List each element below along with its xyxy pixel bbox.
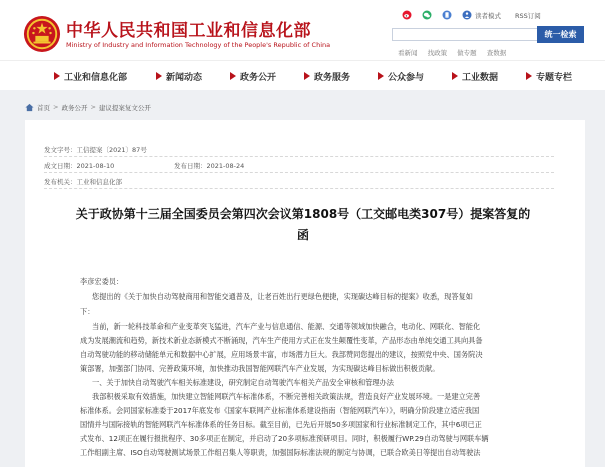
senior-mode-icon[interactable]: [462, 10, 472, 20]
breadcrumb: [25, 100, 151, 114]
nav-marker-icon: [378, 72, 384, 80]
nav-item-industry-data[interactable]: 工业数据: [452, 68, 498, 84]
nav-marker-icon: [156, 72, 162, 80]
home-icon: [25, 103, 34, 112]
wechat-icon[interactable]: [422, 10, 432, 20]
meta-divider: [44, 156, 554, 157]
section-heading: 一、关于加快自动驾驶汽车相关标准建设，研究制定自动驾驶汽车相关产品安全审核和管理办法: [92, 378, 394, 387]
nav-marker-icon: [54, 72, 60, 80]
meta-issuer: 发布机关：工业和信息化部: [44, 178, 122, 186]
national-emblem-icon[interactable]: [23, 15, 61, 53]
breadcrumb-gov-affairs[interactable]: 政务公开: [61, 103, 88, 112]
site-title-english: Ministry of Industry and Information Technology of the People's Republic of China: [66, 41, 331, 49]
meta-date-created: 成文日期：2021-08-10: [44, 162, 115, 170]
rss-label[interactable]: RSS订阅: [515, 11, 541, 20]
meta-date-published: 发布日期：2021-08-24: [174, 162, 245, 170]
weibo-icon[interactable]: [402, 10, 412, 20]
body-paragraph: 成为发展潮流和趋势，新技术新业态新模式不断涌现，汽车生产使用方式正在发生颠覆性变革，产品形态由单纯交通工具向具备: [80, 336, 483, 345]
document-title-line: 关于政协第十三届全国委员会第四次会议第1808号（工交邮电类307号）提案答复的: [75, 207, 531, 221]
main-nav: [0, 60, 605, 90]
nav-item-gov-affairs[interactable]: 政务公开: [230, 68, 276, 84]
search-input[interactable]: [395, 29, 535, 40]
body-paragraph: 策部署，加强部门协同、完善政策环境，加快推动我国智能网联汽车产业发展，为实现碳达峰目标做出积极贡献。: [80, 364, 440, 373]
nav-item-participation[interactable]: 公众参与: [378, 68, 424, 84]
hot-links: [398, 48, 514, 57]
nav-marker-icon: [304, 72, 310, 80]
body-paragraph: 当前，新一轮科技革命和产业变革突飞猛进，汽车产业与信息通信、能源、交通等领域加快融合，电动化、网联化、智能化: [92, 322, 481, 331]
nav-marker-icon: [230, 72, 236, 80]
site-header: [0, 0, 605, 60]
nav-marker-icon: [452, 72, 458, 80]
breadcrumb-proposal-replies[interactable]: 建议提案复文公开: [98, 103, 151, 112]
mobile-icon[interactable]: [442, 10, 452, 20]
nav-item-gov-services[interactable]: 政务服务: [304, 68, 350, 84]
hot-link[interactable]: 看新闻: [398, 49, 418, 57]
document-title: [60, 204, 546, 246]
body-paragraph: 您提出的《关于加快自动驾驶商用和智能交通普及，让老百姓出行更绿色便捷，实现碳达峰目标的提案》收悉，现答复如: [92, 292, 473, 301]
search-button[interactable]: 统一检索: [537, 26, 584, 43]
meta-divider: [44, 172, 554, 173]
header-tools: [402, 8, 541, 22]
body-paragraph: 工作组副主席、ISO自动驾驶测试场景工作组召集人等职责，加强国际标准法规的制定与协调，已联合欧美日等提出自动驾驶法: [80, 448, 481, 457]
hot-link[interactable]: 做专题: [457, 49, 477, 57]
body-paragraph: 自动驾驶功能的移动储能单元和数据中心扩展，应用场景丰富，市场潜力巨大。我部赞同您提出的建议，按照党中央、国务院决: [80, 350, 483, 359]
hot-link[interactable]: 查数据: [486, 49, 507, 57]
body-paragraph: 我部积极采取有效措施，加快建立智能网联汽车标准体系，不断完善相关政策法规，营造良好产业发展环境。一是建立完善: [92, 392, 481, 401]
nav-item-news[interactable]: 新闻动态: [156, 68, 202, 84]
body-paragraph: 国情并与国际接轨的智能网联汽车标准体系的任务目标。截至目前，已先后开展50多项国家和行业标准制定工作，其中6项已正: [80, 420, 482, 429]
body-paragraph: 下：: [80, 307, 95, 316]
hot-link[interactable]: 找政策: [427, 49, 448, 57]
breadcrumb-separator: >: [53, 103, 59, 111]
breadcrumb-separator: >: [90, 103, 96, 111]
salutation: 李彦宏委员：: [80, 277, 124, 286]
nav-marker-icon: [526, 72, 532, 80]
breadcrumb-home[interactable]: 首页: [37, 103, 50, 112]
body-paragraph: 式发布、12项正在履行报批程序、30多项正在制定，并启动了20多项标准预研项目。同时，积极履行WP.29自动驾驶与网联车辆: [80, 434, 489, 443]
nav-item-ministry[interactable]: 工业和信息化部: [54, 68, 127, 84]
senior-mode-label[interactable]: 读者模式: [475, 11, 501, 20]
site-title[interactable]: 中华人民共和国工业和信息化部: [66, 21, 311, 41]
body-paragraph: 标准体系。会同国家标准委于2017年底发布《国家车联网产业标准体系建设指南（智能网联汽车）》，明确分阶段建立适应我国: [80, 406, 480, 415]
meta-divider: [44, 188, 554, 189]
nav-item-special-topics[interactable]: 专题专栏: [526, 68, 572, 84]
document-title-line: 函: [296, 228, 309, 242]
meta-doc-number: 发文字号：工信提案〔2021〕87号: [44, 146, 147, 154]
